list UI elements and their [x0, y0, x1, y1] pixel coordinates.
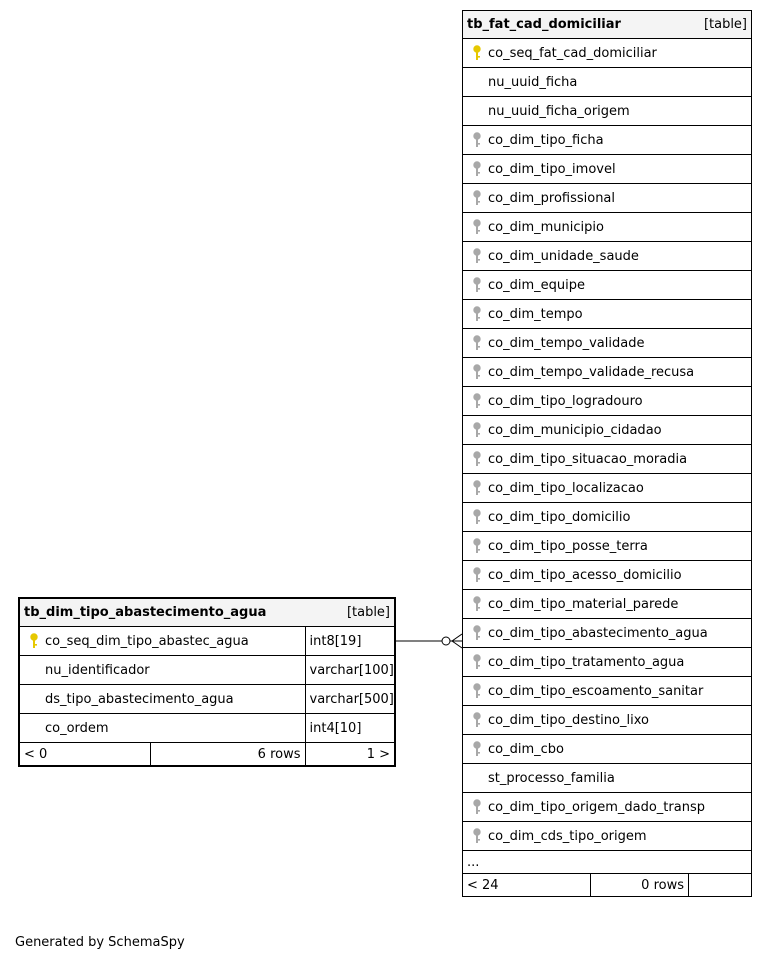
foreign-key-icon	[471, 509, 483, 525]
column-name: co_dim_tempo_validade_recusa	[488, 364, 695, 380]
foreign-key-icon	[471, 451, 483, 467]
column-row[interactable]	[463, 735, 752, 764]
foreign-key-icon	[471, 654, 483, 670]
column-name: co_dim_tipo_destino_lixo	[488, 712, 649, 728]
foreign-key-icon	[471, 306, 483, 322]
column-name: co_dim_tipo_escoamento_sanitar	[488, 683, 704, 699]
column-name: co_dim_cds_tipo_origem	[488, 828, 647, 844]
children-count[interactable]: 1 >	[305, 743, 395, 767]
foreign-key-icon	[471, 712, 483, 728]
column-name: co_dim_tipo_abastecimento_agua	[488, 625, 708, 641]
column-name: co_dim_profissional	[488, 190, 616, 206]
column-row[interactable]	[463, 329, 752, 358]
column-type: int8[19]	[305, 627, 395, 656]
column-row[interactable]	[463, 242, 752, 271]
column-name: co_seq_dim_tipo_abastec_agua	[45, 633, 249, 649]
table-name: tb_fat_cad_domiciliar	[467, 17, 621, 32]
foreign-key-icon	[471, 364, 483, 380]
column-name: nu_uuid_ficha	[488, 74, 578, 90]
table-header	[463, 11, 752, 39]
column-row[interactable]	[463, 39, 752, 68]
column-row[interactable]	[463, 387, 752, 416]
row-count: 6 rows	[150, 743, 305, 767]
foreign-key-icon	[471, 248, 483, 264]
table-kind-label: [table]	[346, 605, 391, 620]
foreign-key-icon	[471, 335, 483, 351]
table-footer	[19, 743, 395, 767]
column-row[interactable]	[463, 503, 752, 532]
foreign-key-icon	[471, 277, 483, 293]
column-name: nu_identificador	[45, 662, 150, 678]
column-name: co_dim_tipo_imovel	[488, 161, 616, 177]
column-row[interactable]	[463, 793, 752, 822]
column-row[interactable]	[463, 126, 752, 155]
row-count: 0 rows	[591, 874, 689, 897]
column-name: co_dim_tipo_tratamento_agua	[488, 654, 685, 670]
column-name: co_dim_unidade_saude	[488, 248, 639, 264]
foreign-key-icon	[471, 683, 483, 699]
column-name: co_dim_tipo_logradouro	[488, 393, 643, 409]
column-name: co_dim_tipo_situacao_moradia	[488, 451, 688, 467]
column-name: co_dim_tipo_domicilio	[488, 509, 631, 525]
parents-count[interactable]: < 24	[463, 874, 591, 897]
column-name: co_dim_cbo	[488, 741, 564, 757]
column-row[interactable]	[19, 714, 395, 743]
foreign-key-icon	[471, 422, 483, 438]
table-header	[19, 598, 395, 627]
table-tb-dim-tipo-abastecimento-agua[interactable]	[18, 597, 396, 767]
column-type: varchar[100]	[305, 656, 395, 685]
table-tb-fat-cad-domiciliar[interactable]	[462, 10, 752, 897]
foreign-key-icon	[471, 219, 483, 235]
column-row[interactable]	[463, 706, 752, 735]
column-name: co_dim_tipo_acesso_domicilio	[488, 567, 682, 583]
column-name: co_dim_tipo_ficha	[488, 132, 604, 148]
column-name: nu_uuid_ficha_origem	[488, 103, 630, 119]
column-name: co_dim_tipo_posse_terra	[488, 538, 648, 554]
table-kind-label: [table]	[703, 17, 748, 32]
column-name: co_dim_tipo_material_parede	[488, 596, 679, 612]
column-row[interactable]	[463, 155, 752, 184]
children-count[interactable]	[689, 874, 752, 897]
foreign-key-icon	[471, 480, 483, 496]
column-name: co_dim_tempo_validade	[488, 335, 645, 351]
foreign-key-icon	[471, 190, 483, 206]
column-row[interactable]	[463, 590, 752, 619]
column-row[interactable]	[463, 416, 752, 445]
column-name: st_processo_familia	[488, 770, 615, 786]
foreign-key-icon	[471, 799, 483, 815]
primary-key-icon	[471, 45, 483, 61]
column-row[interactable]	[463, 97, 752, 126]
foreign-key-icon	[471, 538, 483, 554]
table-name: tb_dim_tipo_abastecimento_agua	[24, 605, 267, 620]
foreign-key-icon	[471, 132, 483, 148]
column-name: co_seq_fat_cad_domiciliar	[488, 45, 657, 61]
column-row[interactable]	[463, 764, 752, 793]
foreign-key-icon	[471, 161, 483, 177]
foreign-key-icon	[471, 625, 483, 641]
column-row[interactable]	[463, 358, 752, 387]
column-name: ds_tipo_abastecimento_agua	[45, 691, 234, 707]
column-row[interactable]	[463, 68, 752, 97]
more-columns-label: ...	[463, 851, 752, 874]
column-row[interactable]	[463, 213, 752, 242]
column-row[interactable]	[463, 822, 752, 851]
column-name: co_dim_tipo_origem_dado_transp	[488, 799, 705, 815]
more-columns-row[interactable]	[463, 851, 752, 874]
foreign-key-icon	[471, 596, 483, 612]
foreign-key-icon	[471, 393, 483, 409]
column-row[interactable]	[463, 677, 752, 706]
foreign-key-icon	[471, 567, 483, 583]
column-row[interactable]	[463, 561, 752, 590]
column-name: co_dim_municipio_cidadao	[488, 422, 662, 438]
column-name: co_dim_municipio	[488, 219, 604, 235]
column-name: co_dim_equipe	[488, 277, 585, 293]
column-row[interactable]	[463, 445, 752, 474]
primary-key-icon	[28, 633, 40, 649]
column-name: co_dim_tempo	[488, 306, 583, 322]
table-footer	[463, 874, 752, 897]
column-type: int4[10]	[305, 714, 395, 743]
column-row[interactable]	[463, 300, 752, 329]
generated-by-label: Generated by SchemaSpy	[15, 935, 185, 950]
column-row[interactable]	[463, 619, 752, 648]
column-row[interactable]	[463, 271, 752, 300]
column-row[interactable]	[19, 685, 395, 714]
column-row[interactable]	[463, 648, 752, 677]
foreign-key-icon	[471, 828, 483, 844]
column-name: co_dim_tipo_localizacao	[488, 480, 644, 496]
column-row[interactable]	[463, 532, 752, 561]
column-row[interactable]	[19, 656, 395, 685]
column-row[interactable]	[463, 184, 752, 213]
column-row[interactable]	[463, 474, 752, 503]
parents-count[interactable]: < 0	[19, 743, 150, 767]
foreign-key-icon	[471, 741, 483, 757]
column-name: co_ordem	[45, 720, 109, 736]
column-row[interactable]	[19, 627, 395, 656]
column-type: varchar[500]	[305, 685, 395, 714]
